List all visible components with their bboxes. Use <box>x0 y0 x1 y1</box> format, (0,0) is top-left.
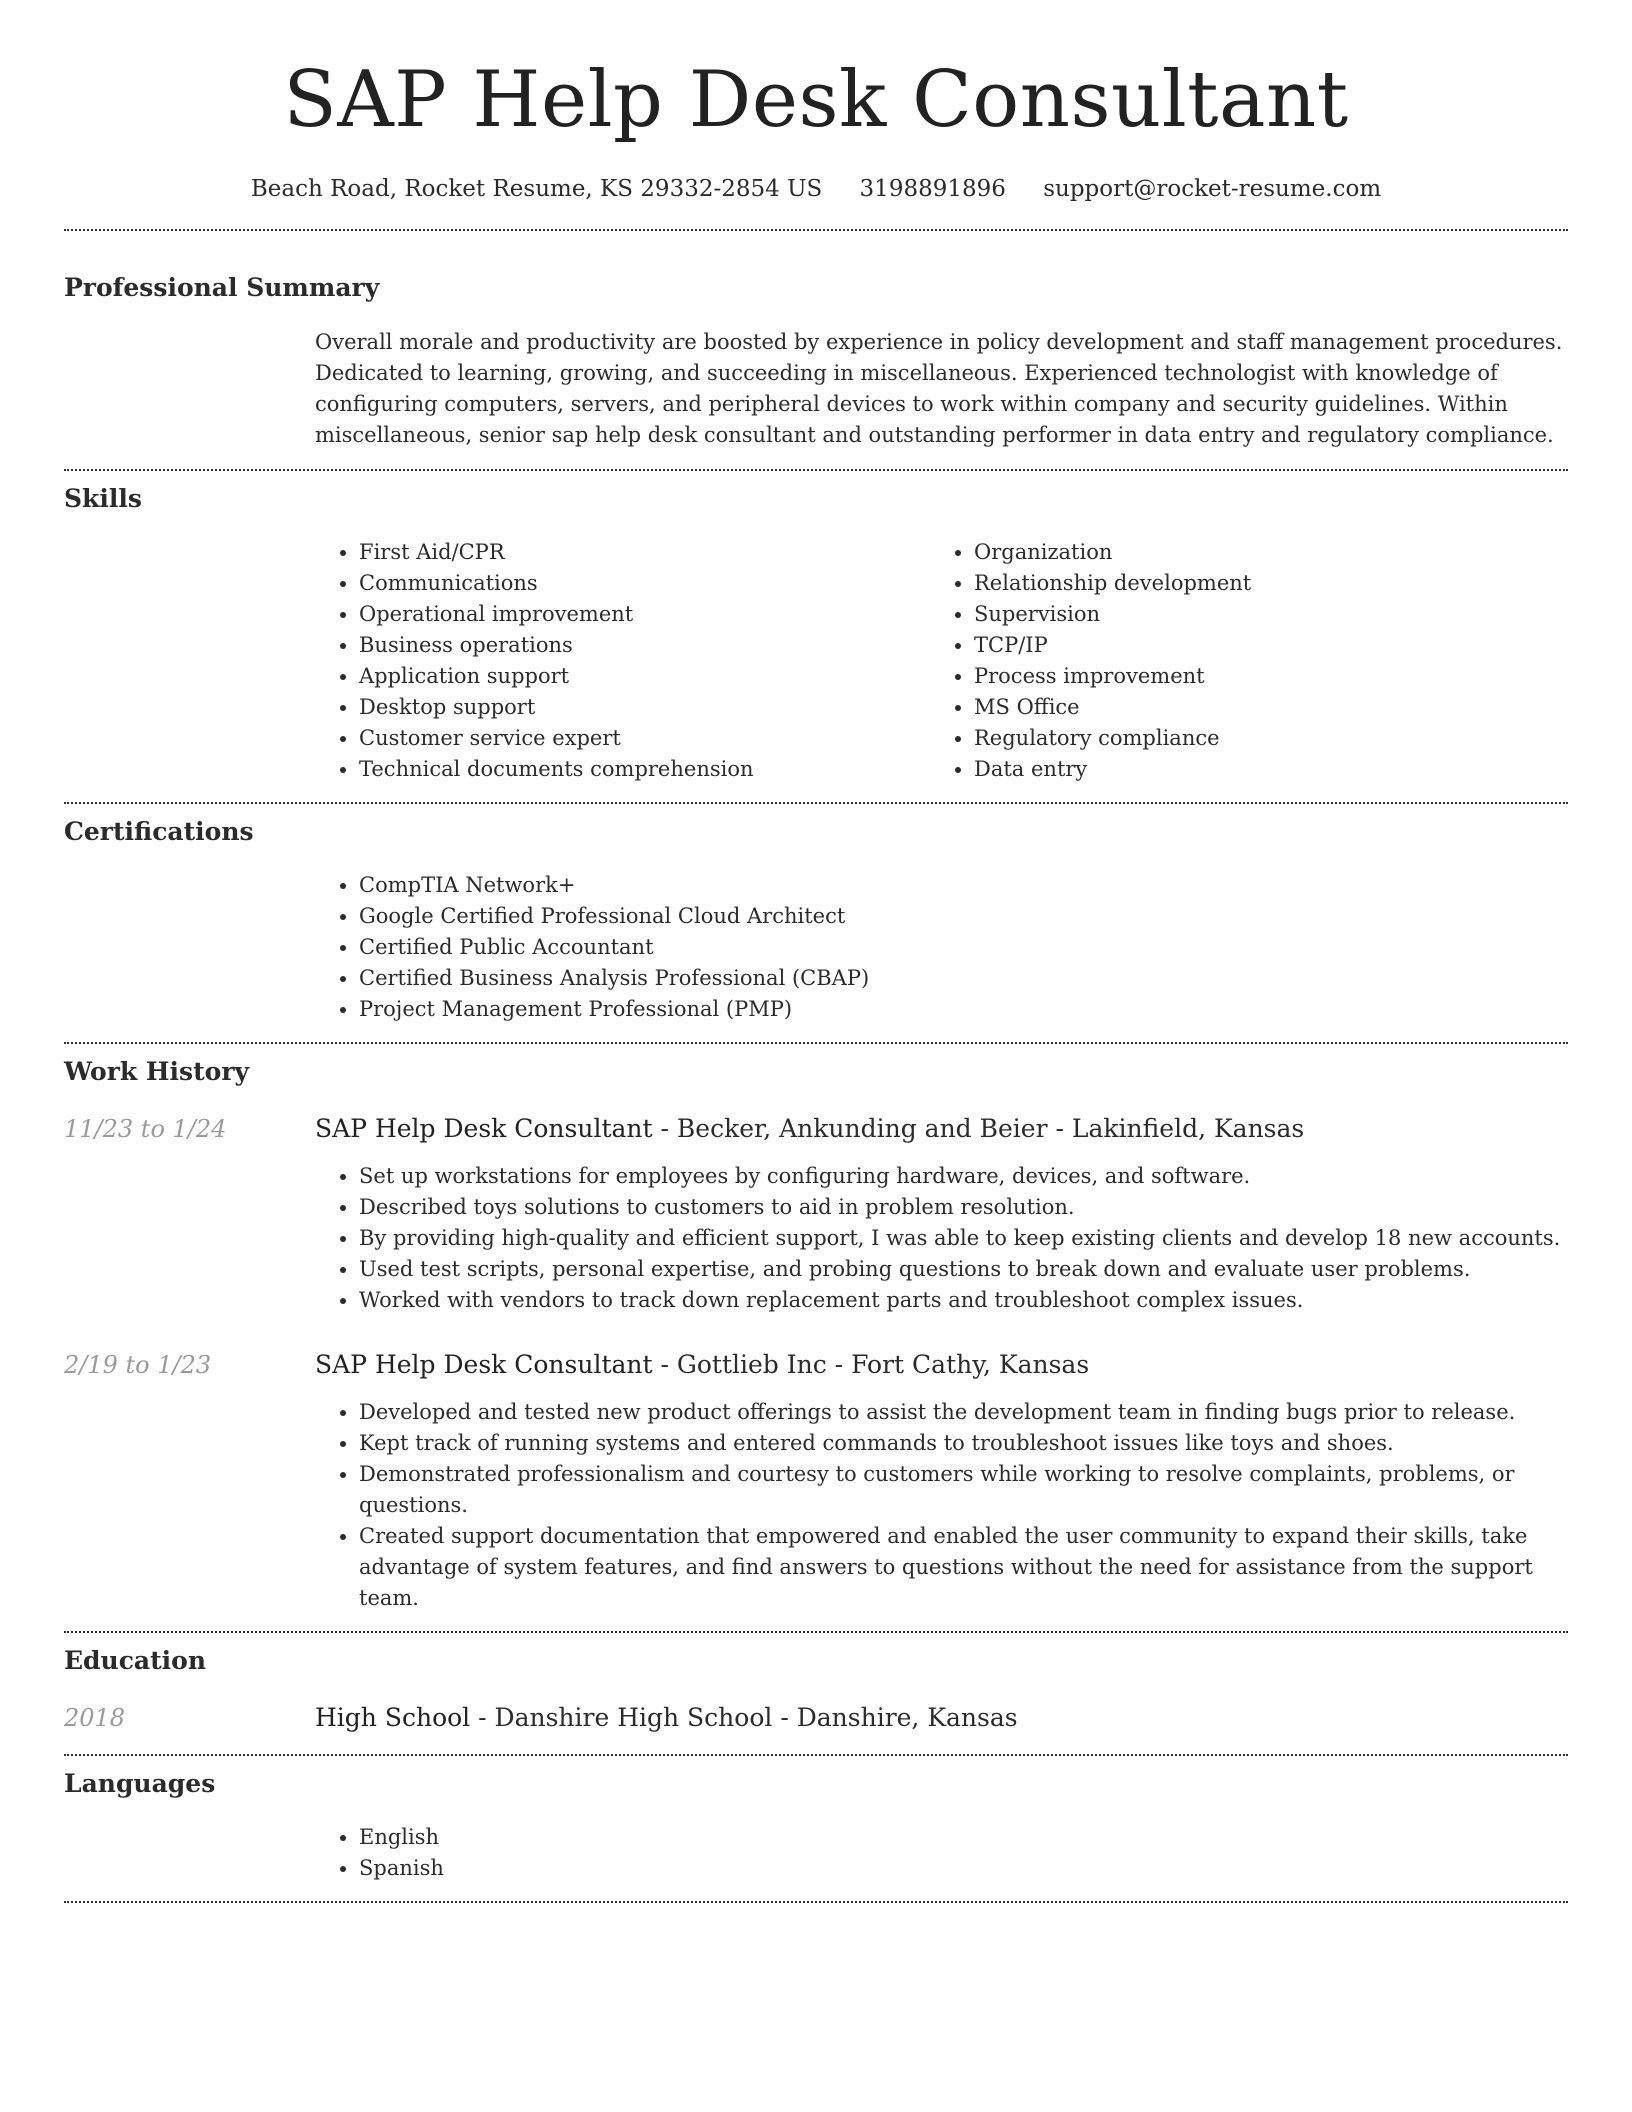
job-employer: - Gottlieb Inc - Fort Cathy, Kansas <box>652 1350 1090 1379</box>
section-title-skills: Skills <box>64 484 142 513</box>
contact-email: support@rocket-resume.com <box>1043 176 1382 202</box>
skills-section <box>64 483 1568 785</box>
skill-item: • Application support <box>359 661 930 692</box>
certification-item: • CompTIA Network+ <box>359 870 1568 901</box>
job-bullets <box>315 1161 1568 1316</box>
skill-item: • Regulatory compliance <box>974 723 1545 754</box>
job-bullet: • By providing high-quality and efficient support, I was able to keep existing clients and develop 18 new accounts. <box>359 1223 1568 1254</box>
job-employer: - Becker, Ankunding and Beier - Lakinfield, Kansas <box>652 1114 1305 1143</box>
summary-section <box>64 272 1568 451</box>
education-year: 2018 <box>64 1704 126 1732</box>
certification-item: • Certified Public Accountant <box>359 932 1568 963</box>
contact-address: Beach Road, Rocket Resume, KS 29332-2854 US <box>250 176 823 202</box>
job-role: SAP Help Desk Consultant <box>315 1114 653 1143</box>
skill-item: • Operational improvement <box>359 599 930 630</box>
job-dates: 2/19 to 1/23 <box>64 1351 212 1379</box>
contact-phone: 3198891896 <box>859 176 1006 202</box>
divider <box>64 1631 1568 1633</box>
language-item: • Spanish <box>359 1853 1568 1884</box>
section-title-languages: Languages <box>64 1769 216 1798</box>
certifications-section <box>64 816 1568 1025</box>
divider <box>64 469 1568 471</box>
language-item: • English <box>359 1822 1568 1853</box>
summary-text: Overall morale and productivity are boosted by experience in policy development and staff management procedures. Dedicated to learning, growing, and succeeding in miscellaneous. Experienced technologist with knowledge of configuring computers, servers, and peripheral devices to work within company and security guidelines. Within miscellaneous, senior sap help desk consultant and outstanding performer in data entry and regulatory compliance. <box>315 330 1563 447</box>
languages-section <box>64 1768 1568 1884</box>
work-history-section <box>64 1056 1568 1614</box>
job-bullet-list <box>315 1397 1568 1614</box>
skill-item: • Technical documents comprehension <box>359 754 930 785</box>
job-bullet: • Described toys solutions to customers to aid in problem resolution. <box>359 1192 1568 1223</box>
education-entry <box>64 1702 1568 1734</box>
languages-content <box>315 1822 1568 1884</box>
skill-item: • Communications <box>359 568 930 599</box>
certifications-content <box>315 870 1568 1025</box>
job-entry <box>64 1113 1568 1316</box>
job-entry <box>64 1349 1568 1614</box>
job-bullet: • Worked with vendors to track down replacement parts and troubleshoot complex issues. <box>359 1285 1568 1316</box>
job-bullet: • Developed and tested new product offerings to assist the development team in finding bugs prior to release. <box>359 1397 1568 1428</box>
education-section <box>64 1645 1568 1734</box>
certifications-list <box>315 870 1568 1025</box>
section-title-certifications: Certifications <box>64 817 254 846</box>
contact-line <box>64 174 1568 204</box>
skills-list-left <box>315 537 930 785</box>
job-heading <box>315 1113 1568 1145</box>
section-title-work-history: Work History <box>64 1057 250 1086</box>
divider <box>64 802 1568 804</box>
divider <box>64 1754 1568 1756</box>
section-title-summary: Professional Summary <box>64 273 380 302</box>
skill-item: • Organization <box>974 537 1545 568</box>
skill-item: • Desktop support <box>359 692 930 723</box>
job-bullet: • Kept track of running systems and entered commands to troubleshoot issues like toys and shoes. <box>359 1428 1568 1459</box>
job-bullet: • Created support documentation that empowered and enabled the user community to expand their skills, take advantage of system features, and find answers to questions without the need for assistance from the support team. <box>359 1521 1568 1614</box>
skill-item: • Supervision <box>974 599 1545 630</box>
job-role: SAP Help Desk Consultant <box>315 1350 653 1379</box>
certification-item: • Certified Business Analysis Professional (CBAP) <box>359 963 1568 994</box>
skills-list-right <box>930 537 1545 785</box>
skills-grid <box>315 537 1568 785</box>
skill-item: • Process improvement <box>974 661 1545 692</box>
divider <box>64 1901 1568 1903</box>
job-dates: 11/23 to 1/24 <box>64 1115 227 1143</box>
section-title-education: Education <box>64 1646 207 1675</box>
job-heading <box>315 1349 1568 1381</box>
job-bullet: • Used test scripts, personal expertise, and probing questions to break down and evaluate user problems. <box>359 1254 1568 1285</box>
divider <box>64 1042 1568 1044</box>
divider <box>64 229 1568 231</box>
job-bullet-list <box>315 1161 1568 1316</box>
skill-item: • TCP/IP <box>974 630 1545 661</box>
summary-content <box>315 327 1568 451</box>
languages-list <box>315 1822 1568 1884</box>
skill-item: • First Aid/CPR <box>359 537 930 568</box>
skill-item: • Relationship development <box>974 568 1545 599</box>
candidate-name: SAP Help Desk Consultant <box>283 55 1349 145</box>
certification-item: • Project Management Professional (PMP) <box>359 994 1568 1025</box>
skill-item: • Customer service expert <box>359 723 930 754</box>
education-school: - Danshire High School - Danshire, Kansas <box>470 1703 1018 1732</box>
skill-item: • Business operations <box>359 630 930 661</box>
job-bullet: • Set up workstations for employees by configuring hardware, devices, and software. <box>359 1161 1568 1192</box>
education-degree: High School <box>315 1703 471 1732</box>
education-heading <box>315 1702 1568 1734</box>
job-bullets <box>315 1397 1568 1614</box>
skill-item: • MS Office <box>974 692 1545 723</box>
job-bullet: • Demonstrated professionalism and courtesy to customers while working to resolve complaints, problems, or questions. <box>359 1459 1568 1521</box>
certification-item: • Google Certified Professional Cloud Architect <box>359 901 1568 932</box>
skill-item: • Data entry <box>974 754 1545 785</box>
